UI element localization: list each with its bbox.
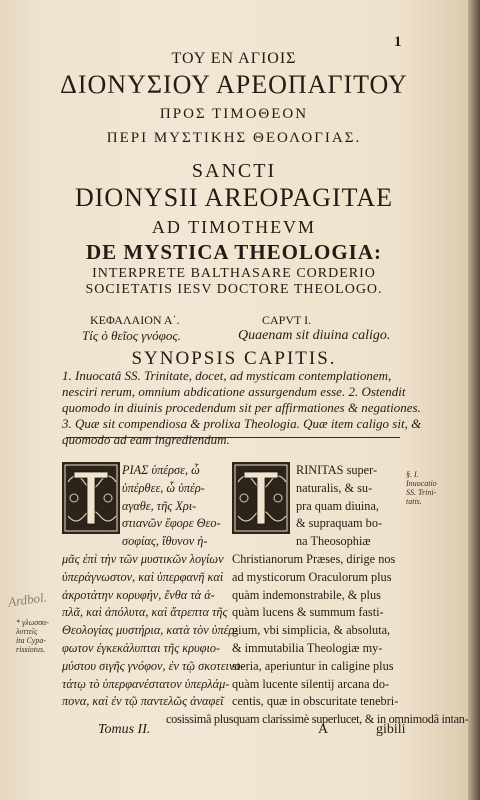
synopsis-line: quomodo in diuinis procedendum sit per affirmationes & negationes. (62, 400, 421, 415)
greek-line: τάτῳ τὸ ὑπερφανέστατον ὑπερλάμ- (62, 676, 230, 691)
latin-line: & supraquam bo- (296, 516, 383, 531)
latin-line: Christianorum Præses, dirige nos (232, 551, 396, 566)
greek-line: ὑπεράγνωστον, καὶ ὑπερφανῆ καὶ (62, 569, 224, 584)
note-line: tatis. (406, 497, 422, 506)
latin-title-line-5: INTERPRETE BALTHASARE CORDERIO (92, 266, 376, 281)
latin-line: gium, vbi simplicia, & absoluta, (232, 623, 391, 638)
marginal-note-left (16, 618, 49, 654)
greek-title-line-1: ΤΟΥ ΕΝ ΑΓΙΟΙΣ (171, 50, 297, 67)
latin-line: naturalis, & su- (296, 480, 373, 495)
note-line: §. I. (406, 470, 419, 479)
greek-line: αγαθε, τῆς Χρι- (122, 498, 197, 513)
greek-text-column (62, 462, 245, 711)
greek-title-line-3: ΠΡΟΣ ΤΙΜΟΘΕΟΝ (159, 106, 309, 122)
note-line: SS. Trini- (406, 488, 437, 497)
latin-title-line-4: DE MYSTICA THEOLOGIA: (86, 240, 382, 264)
greek-line: πονα, καὶ ἐν τῷ παντελῶς ἀναφεῖ (62, 694, 224, 709)
greek-line: σοφίας, ἴθυνον ἡ- (122, 534, 208, 549)
latin-line: ad mysticorum Oraculorum plus (232, 569, 392, 584)
synopsis-line: 3. Quæ sit compendiosa & prolixa Theologia. Quæ item caligo sit, & (62, 416, 422, 431)
latin-title-line-2: DIONYSII AREOPAGITAE (74, 183, 394, 212)
greek-title-line-4: ΠΕΡΙ ΜΥΣΤΙΚΗΣ ΘΕΟΛΟΓΙΑΣ. (106, 130, 362, 146)
latin-line: & immutabilia Theologiæ my- (232, 640, 383, 655)
latin-line: quàm lucente silentij arcana do- (232, 676, 390, 691)
greek-line: ἀκροτάτην κορυφήν, ἔνθα τὰ ἁ- (62, 587, 215, 602)
latin-line: steria, aperiuntur in caligine plus (232, 658, 394, 673)
latin-line: quàm lucens & summum fasti- (232, 605, 384, 620)
latin-line: quàm indemonstrabile, & plus (232, 587, 381, 602)
latin-title-line-1: SANCTI (191, 160, 277, 182)
greek-line: στιανῶν ἔφορε Θεο- (122, 516, 221, 531)
page-edge (468, 0, 480, 800)
greek-line: ΡΙΑΣ ὑπέρσε, ὦ (122, 463, 200, 477)
synopsis-title: SYNOPSIS CAPITIS. (131, 348, 337, 369)
synopsis-line: 1. Inuocatâ SS. Trinitate, docet, ad mysticam contemplationem, (62, 368, 392, 383)
chapter-greek-heading: ΚΕΦΑΛΑΙΟΝ Α΄. (90, 313, 180, 327)
synopsis-body (62, 368, 422, 448)
greek-line: μᾶς ἐπὶ τὴν τῶν μυστικῶν λογίων (62, 551, 224, 566)
marginal-note-right (406, 470, 437, 506)
greek-line: μύστου σιγῆς γνόφον, ἐν τῷ σκοτεινο- (62, 658, 245, 673)
chapter-greek-subtitle: Τίς ὁ θεῖος γνόφος. (82, 328, 181, 343)
synopsis-line: nesciri rerum, omnium abdicatione assurgendum esse. 2. Ostendit (62, 384, 406, 399)
footer-tomus: Tomus II. (98, 722, 151, 737)
note-line: * γλωσσα- (16, 618, 50, 627)
synopsis-line: quomodo ad eam ingrediendum. (62, 432, 230, 447)
latin-title-line-3: AD TIMOTHEVM (151, 217, 317, 237)
latin-line: cosissimâ plusquam clarissimè superlucet, & in omnimodâ intan- (166, 712, 469, 727)
greek-line: φωτον ἐγκεκάλυπται τῆς κρυφιο- (62, 640, 221, 655)
note-line: ita Cypa- (16, 636, 46, 645)
footer-signature: A (318, 722, 329, 737)
latin-line: pra quam diuina, (296, 498, 379, 513)
greek-line: πλᾶ, καὶ ἀπόλυτα, καὶ ἄτρεπτα τῆς (62, 605, 228, 620)
page-number: 1 (394, 34, 402, 50)
note-line: λυττεῖς (16, 627, 38, 636)
latin-line: centis, quæ in obscuritate tenebri- (232, 694, 399, 709)
greek-line: Θεολογίας μυστήρια, κατὰ τὸν ὑπέρ- (62, 623, 239, 638)
chapter-latin-heading: CAPVT I. (262, 313, 312, 327)
latin-line: RINITAS super- (296, 463, 378, 477)
footer-catchword: gibili (376, 722, 406, 737)
handwritten-annotation: Ardbol. (7, 589, 48, 610)
latin-line: na Theosophiæ (296, 534, 371, 549)
chapter-latin-subtitle: Quaenam sit diuina caligo. (238, 328, 391, 343)
greek-title-line-2: ΔΙΟΝΥΣΙΟΥ ΑΡΕΟΠΑΓΙΤΟΥ (60, 70, 408, 99)
note-line: Inuocatio (406, 479, 437, 488)
note-line: rissiotus. (16, 645, 46, 654)
latin-title-line-6: SOCIETATIS IESV DOCTORE THEOLOGO. (85, 282, 383, 297)
section-rule (66, 437, 400, 438)
greek-line: ὑπέρθεε, ὦ ὑπέρ- (122, 480, 205, 495)
